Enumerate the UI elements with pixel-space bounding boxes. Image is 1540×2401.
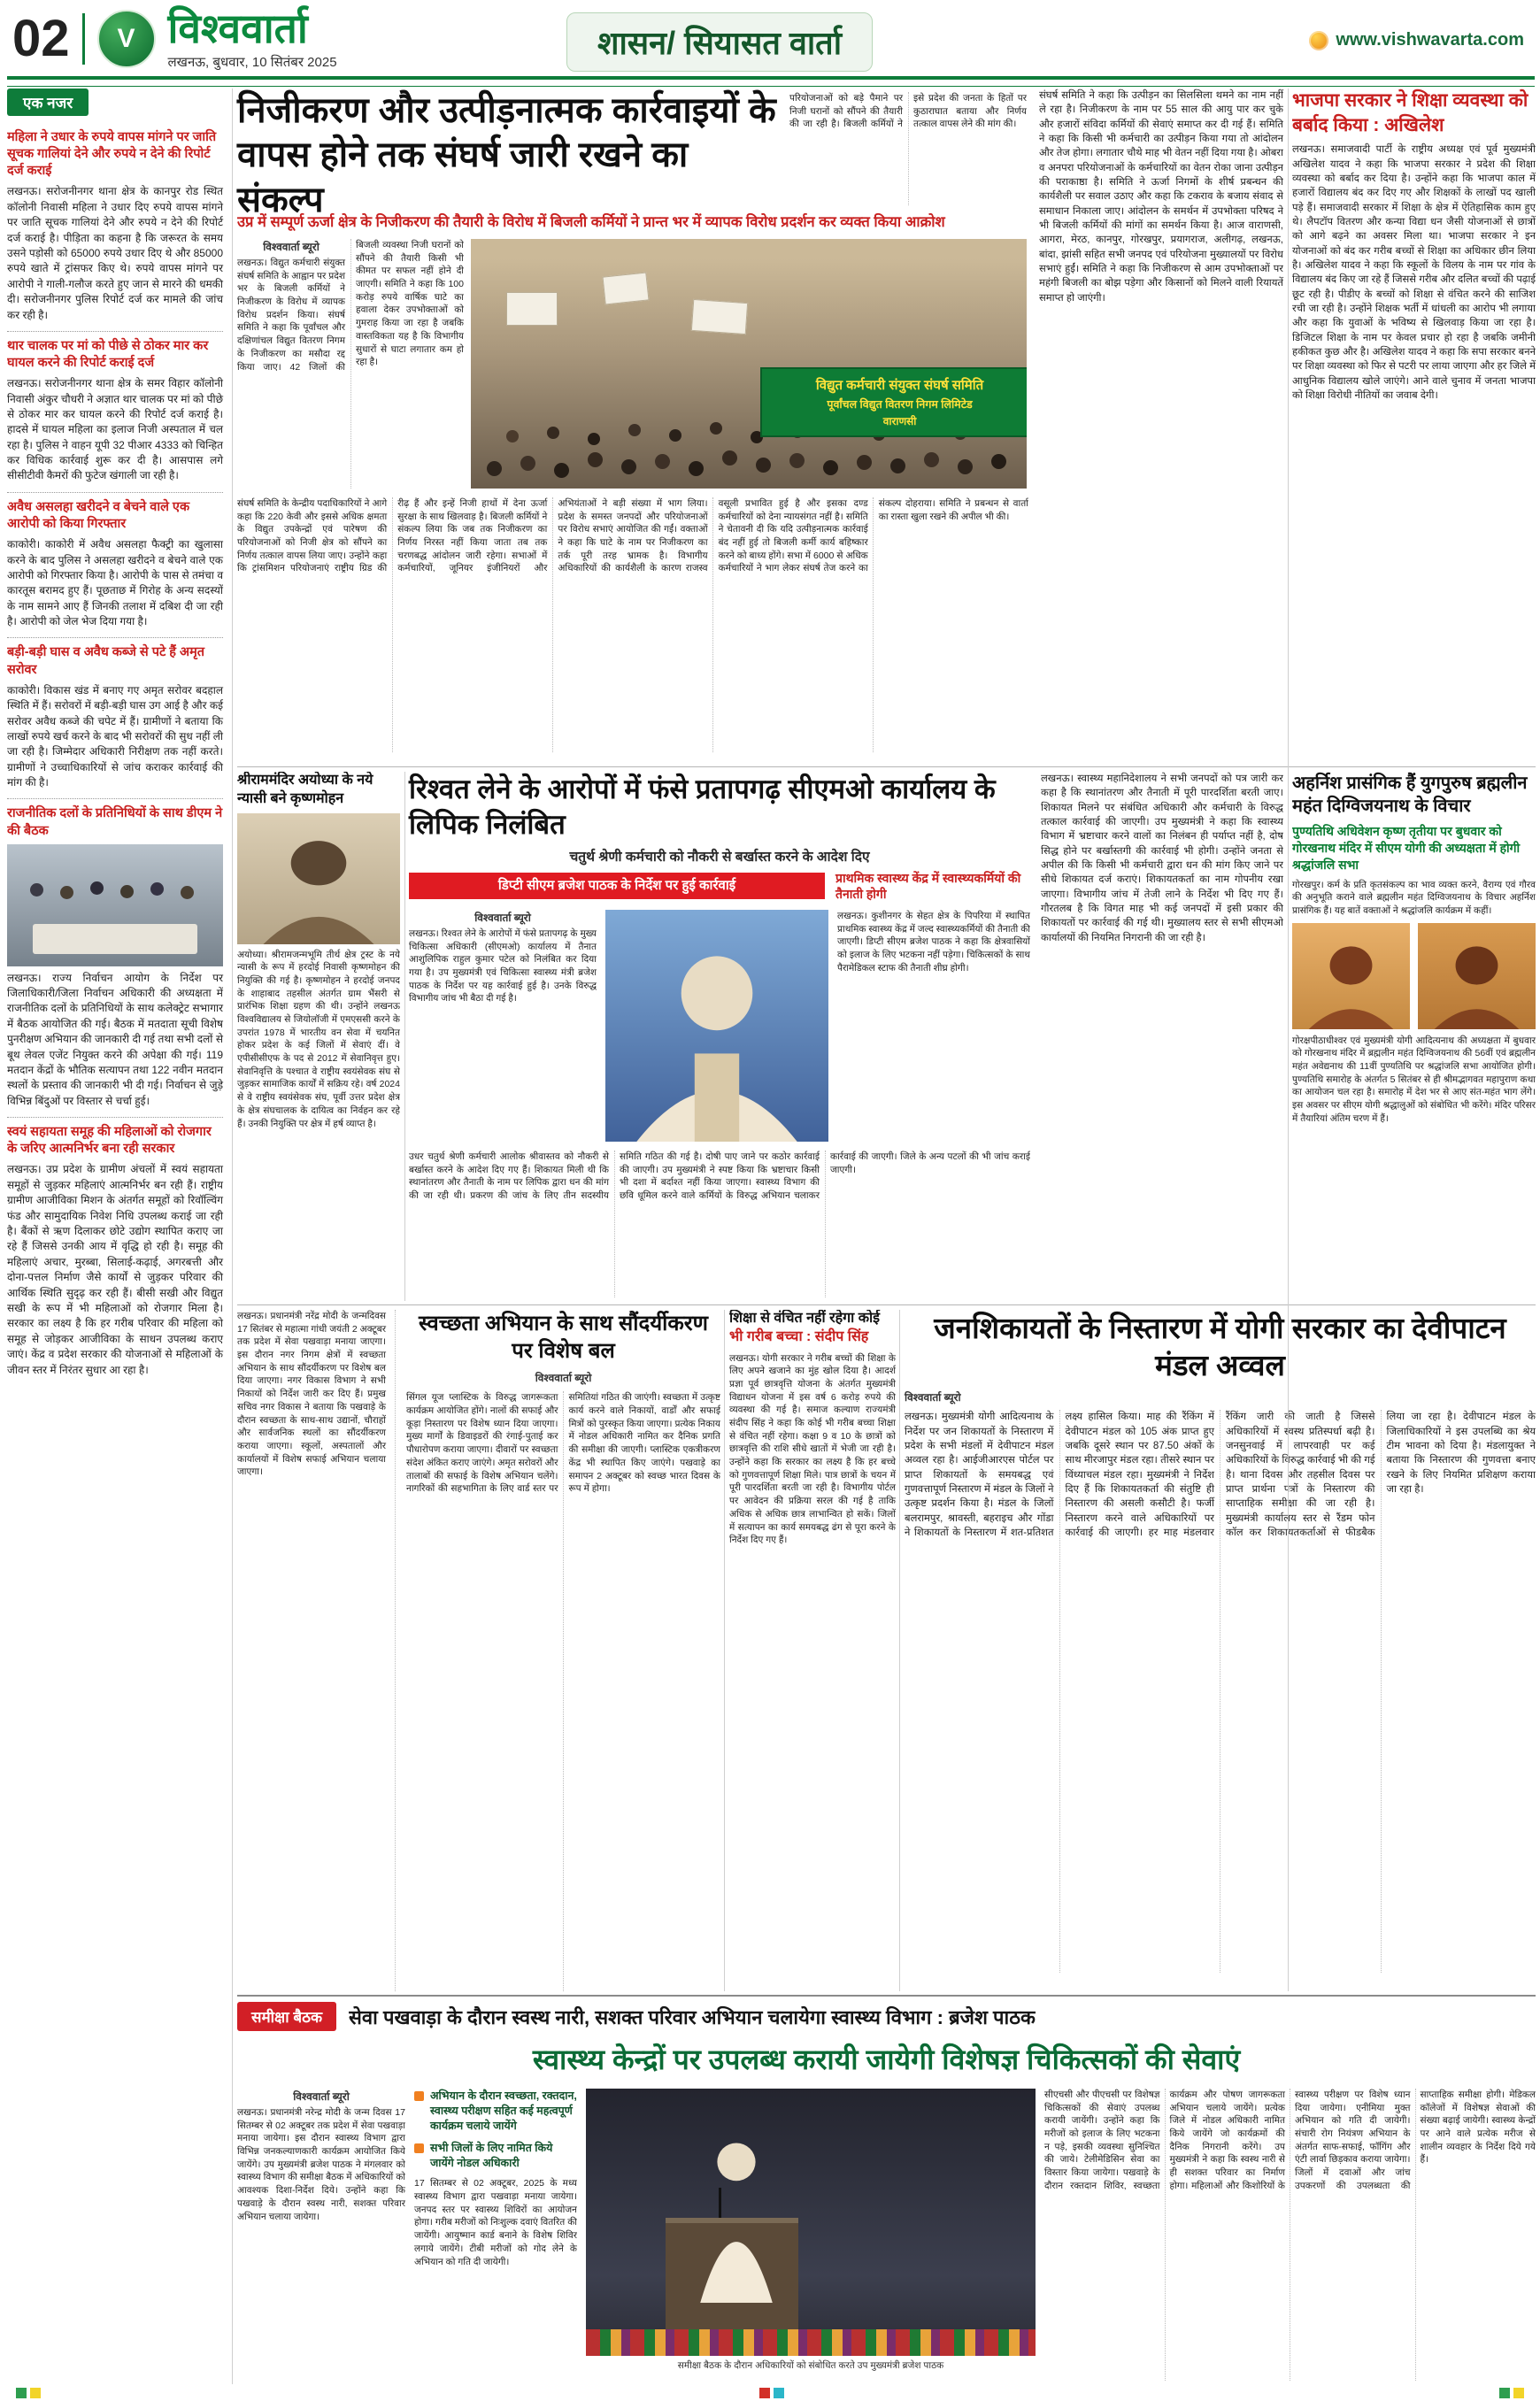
- review-label: समीक्षा बैठक: [237, 2002, 336, 2031]
- bribery-body-left: लखनऊ। रिश्वत लेने के आरोपों में फंसे प्रतापगढ़ के मुख्य चिकित्सा अधिकारी (सीएमओ) कार्यालय में तैनात आशुलिपिक राहुल कुमार पटेल को निलंबित कर दिया गया है। उप मुख्यमंत्री एवं चिकित्सा स्वास्थ्य मंत्री ब्रजेश पाठक के निर्देश पर यह कार्रवाई हुई है। उनके विरुद्ध विभागीय जांच भी बैठा दी गई है।: [409, 928, 597, 1004]
- mahant-story: [1292, 772, 1536, 1301]
- banner-line3: वाराणसी: [882, 415, 917, 427]
- crowd-figures: [506, 430, 519, 442]
- akhilesh-headline: भाजपा सरकार ने शिक्षा व्यवस्था को बर्बाद किया : अखिलेश: [1292, 90, 1528, 135]
- byline: विश्ववार्ता ब्यूरो: [293, 2090, 350, 2103]
- mahant-headline: अहर्निश प्रासंगिक हैं युगपुरुष ब्रह्मलीन महंत दिग्विजयनाथ के विचार: [1292, 773, 1528, 816]
- main-story-opening: परियोजनाओं को बड़े पैमाने पर निजी घरानों को सौंपने की तैयारी की जा रही है। बिजली कर्मियों ने इसे प्रदेश की जनता के हितों पर कुठाराघात बताया और निर्णय तत्काल वापस लेने की मांग की।: [789, 93, 1027, 130]
- news-headline: थार चालक पर मां को पीछे से ठोकर मार कर घायल करने की रिपोर्ट कराई दर्ज: [7, 338, 209, 371]
- bribery-column-a: [409, 910, 597, 1142]
- news-headline: स्वयं सहायता समूह की महिलाओं को रोजगार के जरिए आत्मनिर्भर बना रही सरकार: [7, 1125, 212, 1157]
- list-item: [7, 493, 223, 639]
- bullet-item: [414, 2089, 577, 2134]
- review-meeting-story: [237, 2002, 1536, 2384]
- review-strip: [237, 2002, 1536, 2031]
- review-main-headline: स्वास्थ्य केन्द्रों पर उपलब्ध करायी जायेगी विशेषज्ञ चिकित्सकों की सेवाएं: [532, 2043, 1241, 2075]
- website-url[interactable]: www.vishwavarta.com: [1336, 30, 1524, 50]
- photo-caption: समीक्षा बैठक के दौरान अधिकारियों को संबोधित करते उप मुख्यमंत्री ब्रजेश पाठक: [677, 2360, 944, 2371]
- cleanliness-headline: स्वच्छता अभियान के साथ सौंदर्यीकरण पर विशेष बल: [419, 1312, 708, 1364]
- main-story-left-columns: [237, 239, 464, 489]
- column-rule: [1288, 88, 1289, 1991]
- registration-mark: [16, 2388, 27, 2398]
- main-subheadline: उप्र में सम्पूर्ण ऊर्जा क्षेत्र के निजीकरण की तैयारी के विरोध में बिजली कर्मियों ने प्रान्त भर में व्यापक विरोध प्रदर्शन कर व्यक्त किया आक्रोश: [237, 214, 945, 230]
- union-banner: [760, 367, 1027, 437]
- cleanliness-story: [237, 1310, 720, 1991]
- brajesh-pathak-photo: [605, 910, 828, 1142]
- placard: [506, 292, 558, 326]
- one-look-label: एक नजर: [7, 88, 89, 116]
- mahant-portraits: [1292, 923, 1536, 1029]
- review-body-mid: 17 सितम्बर से 02 अक्टूबर, 2025 के मध्य स्वास्थ्य विभाग द्वारा पखवाड़ा मनाया जायेगा। जनपद स्तर पर स्वास्थ्य शिविरों का आयोजन होगा। गरीब मरीजों को निःशुल्क दवाएं वितरित की जायेंगी। आयुष्मान कार्ड बनाने के विशेष शिविर लगाये जायेंगे। टीबी मरीजों को गोद लेने के अभियान को गति दी जायेगी।: [414, 2178, 577, 2267]
- news-headline: महिला ने उधार के रुपये वापस मांगने पर जाति सूचक गालियां देने और रुपये न देने की रिपोर्ट दर्ज कराई: [7, 130, 217, 179]
- main-story-bottom-columns: संघर्ष समिति के केन्द्रीय पदाधिकारियों ने आगे कहा कि 220 केवी और इससे अधिक क्षमता के विद्युत उपकेन्द्रों एवं पारेषण की परियोजनाओं को निजी क्षेत्र को सौंपने का निर्णय तत्काल वापस लिया जाए। उन्होंने कहा कि ट्रांसमिशन परियोजनाएं राष्ट्रीय ग्रिड की रीढ़ हैं और इन्हें निजी हाथों में देना ऊर्जा सुरक्षा के साथ खिलवाड़ है। बिजली कर्मियों ने संकल्प लिया कि जब तक निजीकरण का निर्णय निरस्त नहीं किया जाता तब तक चरणबद्ध आंदोलन जारी रहेगा। सभाओं में कर्मचारियों, जूनियर इंजीनियरों और अभियंताओं ने बड़ी संख्या में भाग लिया। प्रदेश के समस्त जनपदों और परियोजनाओं पर विरोध सभाएं आयोजित की गईं। वक्ताओं ने कहा कि घाटे के नाम पर निजीकरण का तर्क पूरी तरह भ्रामक है। विभागीय अधिकारियों की कार्यशैली के कारण राजस्व वसूली प्रभावित हुई है और इसका दण्ड कर्मचारियों को देना न्यायसंगत नहीं है। समिति ने चेतावनी दी कि यदि उत्पीड़नात्मक कार्रवाई बंद नहीं हुई तो बिजली कर्मी कार्य बहिष्कार करने को बाध्य होंगे। सभा में 6000 से अधिक कर्मचारियों ने भाग लेकर संघर्ष तेज करने का संकल्प दोहराया। समिति ने प्रबन्धन से वार्ता का रास्ता खुला रखने की अपील भी की।: [237, 498, 1028, 574]
- review-right-columns: सीएचसी और पीएचसी पर विशेषज्ञ चिकित्सकों की सेवाएं उपलब्ध करायी जायेंगी। उन्होंने कहा कि मरीजों को इलाज के लिए भटकना न पड़े, इसकी व्यवस्था सुनिश्चित की जाये। टेलीमेडिसिन सेवा का विस्तार किया जायेगा। पखवाड़े के दौरान रक्तदान शिविर, स्वच्छता कार्यक्रम और पोषण जागरूकता अभियान चलाये जायेंगे। प्रत्येक जिले में नोडल अधिकारी नामित किये जायेंगे जो कार्यक्रमों की दैनिक निगरानी करेंगे। उप मुख्यमंत्री ने कहा कि स्वस्थ नारी से ही सशक्त परिवार का निर्माण होगा। महिलाओं और किशोरियों के स्वास्थ्य परीक्षण पर विशेष ध्यान दिया जायेगा। एनीमिया मुक्त अभियान को गति दी जायेगी। संचारी रोग नियंत्रण अभियान के अंतर्गत साफ-सफाई, फॉगिंग और एंटी लार्वा छिड़काव कराया जायेगा। जिलों में दवाओं और जांच उपकरणों की उपलब्धता की साप्ताहिक समीक्षा होगी। मेडिकल कॉलेजों में विशेषज्ञ सेवाओं की संख्या बढ़ाई जायेगी। स्वास्थ्य केन्द्रों पर आने वाले प्रत्येक मरीज से शालीन व्यवहार के निर्देश दिये गये हैं।: [1044, 2089, 1536, 2191]
- review-strip-headline: सेवा पखवाड़ा के दौरान स्वस्थ नारी, सशक्त परिवार अभियान चलायेगा स्वास्थ्य विभाग : ब्रजेश पाठक: [349, 2005, 1036, 2028]
- review-photo-block: [586, 2089, 1036, 2381]
- trustee-body: अयोध्या। श्रीरामजन्मभूमि तीर्थ क्षेत्र ट्रस्ट के नये न्यासी के रूप में हरदोई निवासी कृष्णमोहन की नियुक्ति की गई है। कृष्णमोहन ने हरदोई जनपद के शाहाबाद तहसील अंतर्गत ग्राम भैंसरी से प्रारंभिक शिक्षा ग्रहण की थी। उन्होंने लखनऊ विश्वविद्यालय से जियोलॉजी में एमएससी करने के उपरांत 1978 में भारतीय वन सेवा में चयनित होकर प्रदेश के कई जिलों में सेवाएं दीं। वे एपीसीसीएफ के पद से 2012 में सेवानिवृत्त हुए। सेवानिवृत्ति के पश्चात वे राष्ट्रीय स्वयंसेवक संघ से जुड़कर सामाजिक कार्यों में सक्रिय रहे। वर्ष 2024 से वे राष्ट्रीय स्वयंसेवक संघ, पूर्वी उत्तर प्रदेश क्षेत्र के क्षेत्र संघचालक के दायित्व का निर्वहन कर रहे हैं। उनकी नियुक्ति पर क्षेत्र में हर्ष व्याप्त है।: [237, 949, 400, 1129]
- list-item: [7, 799, 223, 1118]
- header-divider: [82, 13, 85, 65]
- masthead-dateline: लखनऊ, बुधवार, 10 सितंबर 2025: [167, 55, 337, 71]
- header-rule: [7, 76, 1535, 87]
- review-column-a: [237, 2089, 405, 2381]
- masthead-title: विश्ववार्ता: [167, 4, 308, 51]
- main-story: [237, 88, 1283, 763]
- section-title: शासन/ सियासत वार्ता: [566, 12, 873, 72]
- bullet-square-icon: [414, 2143, 424, 2153]
- review-column-b: [414, 2089, 577, 2381]
- banner-line1: विद्युत कर्मचारी संयुक्त संघर्ष समिति: [815, 378, 984, 393]
- speaker-silhouette: [683, 2135, 789, 2303]
- news-body: काकोरी। विकास खंड में बनाए गए अमृत सरोवर बदहाल स्थिति में हैं। सरोवरों में बड़ी-बड़ी घास उग आई है और कई सरोवर अवैध कब्जे की चपेट में हैं। ग्रामीणों ने बताया कि लाखों रुपये खर्च करने के बाद भी सरोवरों की सुध नहीं ली जा रही है। जिम्मेदार अधिकारी निरीक्षण तक नहीं करते। ग्रामीणों ने उच्चाधिकारियों से जांच कराकर कार्रवाई की मांग की है।: [7, 683, 223, 789]
- bribery-subheadline: चतुर्थ श्रेणी कर्मचारी को नौकरी से बर्खास्त करने के आदेश दिए: [569, 850, 870, 865]
- devipatan-headline: जनशिकायतों के निस्तारण में योगी सरकार का देवीपाटन मंडल अव्वल: [934, 1312, 1506, 1382]
- krishnamohan-portrait: [237, 813, 400, 944]
- byline: विश्ववार्ता ब्यूरो: [474, 912, 531, 924]
- logo-v-icon: V: [97, 10, 156, 68]
- column-rule: [724, 1310, 725, 1991]
- bullet-text: सभी जिलों के लिए नामित किये जायेंगे नोडल अधिकारी: [430, 2141, 553, 2169]
- list-item: [7, 1118, 223, 1386]
- bullet-square-icon: [414, 2091, 424, 2101]
- main-story-right-column: संघर्ष समिति ने कहा कि उत्पीड़न का सिलसिला थमने का नाम नहीं ले रहा है। निजीकरण के नाम पर 55 साल की आयु पार कर चुके और हजारों संविदा कर्मियों की सेवाएं समाप्त कर दी गई हैं। समिति ने कहा कि किसी भी कर्मचारी का उत्पीड़न किया गया तो आंदोलन और तेज होगा। लगातार चौथे माह भी वेतन नहीं दिया गया है। ओबरा व अनपरा परियोजनाओं के कर्मचारियों का वेतन रोका जाना उत्पीड़न की पराकाष्ठा है। समिति ने ऊर्जा निगमों के शीर्ष प्रबन्धन की कार्यशैली पर सवाल उठाए और कहा कि टकराव के बजाय संवाद से समाधान निकाला जाए। आंदोलन के समर्थन में उपभोक्ता परिषद ने भी बिजली कर्मियों की मांगों का समर्थन किया है। आज वाराणसी, आगरा, मेरठ, कानपुर, गोरखपुर, प्रयागराज, अलीगढ़, लखनऊ, बांदा, झांसी सहित सभी जनपद एवं परियोजना मुख्यालयों पर विरोध सभाएं हुईं। समिति ने कहा कि निजीकरण से आम उपभोक्ताओं पर महंगी बिजली का बोझ पड़ेगा और किसानों को मिलने वाली रियायतें समाप्त हो जाएंगी।: [1039, 90, 1283, 304]
- dm-meeting-photo: [7, 844, 223, 966]
- news-headline: राजनीतिक दलों के प्रतिनिधियों के साथ डीएम ने की बैठक: [7, 806, 223, 838]
- trustee-headline: श्रीराममंदिर अयोध्या के नये न्यासी बने कृष्णमोहन: [237, 773, 373, 806]
- news-body: लखनऊ। उप्र प्रदेश के ग्रामीण अंचलों में स्वयं सहायता समूहों से जुड़कर महिलाएं आत्मनिर्भर बन रही हैं। राष्ट्रीय ग्रामीण आजीविका मिशन के अंतर्गत समूहों को रिवॉल्विंग फंड और सामुदायिक निवेश निधि उपलब्ध कराई जा रही है। बैंकों से ऋण दिलाकर छोटे उद्योग स्थापित कराए जा रहे हैं जिससे उनकी आय में वृद्धि हो रही है। समूह की महिलाएं अचार, मुरब्बा, सिलाई-कढ़ाई, अगरबत्ती और दोना-पत्तल निर्माण जैसे कार्यों से जुड़कर परिवार की आर्थिक स्थिति सुदृढ़ कर रही हैं। बीसी सखी और विद्युत सखी के रूप में भी महिलाओं को रोजगार मिला है। सरकार का लक्ष्य है कि हर गरीब परिवार की महिला को समूह से जोड़कर आजीविका के साधन उपलब्ध कराए जाएं। केंद्र व प्रदेश सरकार की योजनाओं से महिलाओं के जीवन स्तर में निरंतर सुधार आ रहा है।: [7, 1163, 223, 1376]
- trustee-story: [237, 772, 400, 1301]
- registration-mark: [1513, 2388, 1524, 2398]
- akhilesh-body: लखनऊ। समाजवादी पार्टी के राष्ट्रीय अध्यक्ष एवं पूर्व मुख्यमंत्री अखिलेश यादव ने कहा कि भाजपा सरकार ने प्रदेश की शिक्षा व्यवस्था को बर्बाद कर दिया है। उन्होंने कहा कि भाजपा काल में हजारों विद्यालय बंद कर दिए गए और शिक्षकों के लाखों पद खाली पड़े हैं। समाजवादी सरकार में शिक्षा के क्षेत्र में ऐतिहासिक काम हुए थे। लैपटॉप वितरण और कन्या विद्या धन जैसी योजनाओं से छात्रों को आगे बढ़ने का अवसर मिला था। भाजपा सरकार ने इन योजनाओं को बंद कर गरीब बच्चों से शिक्षा का अधिकार छीन लिया है। अखिलेश यादव ने कहा कि स्कूलों के विलय के नाम पर गांव के विद्यालय बंद किए जा रहे हैं जिससे गरीब और दलित बच्चों की पढ़ाई छूट रही है। पीडीए के बच्चों को शिक्षा से वंचित करने की साजिश रची जा रही है। उन्होंने शिक्षक भर्ती में धांधली का आरोप भी लगाया और कहा कि युवाओं के भविष्य से खिलवाड़ किया जा रहा है। डिजिटल शिक्षा के नाम पर केवल प्रचार हो रहा है जबकि जमीनी हकीकत कुछ और है। अखिलेश यादव ने कहा कि सपा सरकार बनने पर शिक्षा व्यवस्था को फिर से पटरी पर लाया जाएगा और हर जिले में आधुनिक विद्यालय खोले जाएंगे। आने वाले चुनाव में जनता भाजपा को शिक्षा विरोधी नीतियों का जवाब देगी।: [1292, 144, 1536, 402]
- row-divider: [237, 1304, 1536, 1305]
- list-item: [7, 332, 223, 493]
- placard: [602, 272, 649, 304]
- news-body: लखनऊ। राज्य निर्वाचन आयोग के निर्देश पर जिलाधिकारी/जिला निर्वाचन अधिकारी की अध्यक्षता में राजनीतिक दलों के प्रतिनिधियों के साथ कलेक्ट्रेट सभागार में बैठक आयोजित की गई। बैठक में मतदाता सूची विशेष पुनरीक्षण अभियान की जानकारी दी गई तथा सभी दलों से बूथ लेवल एजेंट नियुक्त करने की अपेक्षा की गई। 119 मतदान केंद्रों के भौतिक सत्यापन तथा 122 नवीन मतदान स्थलों के प्रस्ताव की जानकारी भी दी गई। निर्वाचन से जुड़े विभिन्न बिंदुओं पर विस्तार से चर्चा हुई।: [7, 971, 223, 1107]
- news-headline: अवैध असलहा खरीदने व बेचने वाले एक आरोपी को किया गिरफ्तार: [7, 499, 190, 531]
- news-body: काकोरी। काकोरी में अवैध असलहा फैक्ट्री का खुलासा करने के बाद पुलिस ने असलहा खरीदने व बेचने वाले एक आरोपी को गिरफ्तार किया है। आरोपी के पास से तमंचा व कारतूस बरामद हुए हैं। पूछताछ में गिरोह के अन्य सदस्यों के नाम सामने आए हैं जिनकी तलाश में दबिश दी जा रही है। आरोपी को जेल भेज दिया गया है।: [7, 538, 223, 628]
- masthead-bar: [12, 4, 337, 71]
- cleanliness-body-rest: सिंगल यूज प्लास्टिक के विरुद्ध जागरूकता कार्यक्रम आयोजित होंगे। नालों की सफाई और कूड़ा निस्तारण पर विशेष ध्यान दिया जाएगा। मुख्य मार्गों के डिवाइडरों की रंगाई-पुताई कर पौधारोपण कराया जाएगा। दीवारों पर स्वच्छता संदेश अंकित कराए जाएंगे। अमृत सरोवरों और तालाबों की सफाई के विशेष अभियान चलेंगे। नागरिकों की सहभागिता के लिए वार्ड स्तर पर समितियां गठित की जाएंगी। स्वच्छता में उत्कृष्ट कार्य करने वाले निकायों, वार्डों और सफाई मित्रों को पुरस्कृत किया जाएगा। प्रत्येक निकाय में नोडल अधिकारी नामित कर दैनिक प्रगति की समीक्षा की जाएगी। प्लास्टिक एकत्रीकरण केंद्र भी स्थापित किए जाएंगे। पखवाड़े का समापन 2 अक्टूबर को स्वच्छ भारत दिवस के रूप में होगा।: [406, 1392, 720, 1495]
- byline: विश्ववार्ता ब्यूरो: [535, 1372, 592, 1385]
- column-rule: [899, 1310, 900, 1991]
- placard: [691, 299, 748, 335]
- masthead-block: [167, 4, 337, 71]
- mahant-body-top: गोरखपुर। कर्म के प्रति कृतसंकल्प का भाव व्यक्त करने, वैराग्य एवं गौरव की अनुभूति कराने वाले ब्रह्मलीन महंत दिग्विजयनाथ के विचार अहर्निश प्रासंगिक हैं। यह बातें वक्ताओं ने श्रद्धांजलि कार्यक्रम में कहीं।: [1292, 879, 1536, 917]
- photo-table: [33, 924, 196, 954]
- mahant-body-bottom: गोरक्षपीठाधीश्वर एवं मुख्यमंत्री योगी आदित्यनाथ की अध्यक्षता में बुधवार को गोरखनाथ मंदिर में ब्रह्मलीन महंत दिग्विजयनाथ की 56वीं एवं ब्रह्मलीन महंत अवेद्यनाथ की 11वीं पुण्यतिथि पर श्रद्धांजलि सभा आयोजित होगी। पुण्यतिथि समारोह के अंतर्गत 5 सितंबर से ही श्रीमद्भागवत महापुराण कथा का आयोजन चल रहा है। समारोह में देश भर से आए संत-महंत भाग लेंगे। इस अवसर पर सीएम योगी श्रद्धालुओं को संबोधित भी करेंगे। मंदिर परिसर में तैयारियां अंतिम चरण में हैं।: [1292, 1035, 1536, 1124]
- education-headline-line1: शिक्षा से वंचित नहीं रहेगा कोई: [729, 1311, 881, 1326]
- registration-mark: [30, 2388, 41, 2398]
- byline: विश्ववार्ता ब्यूरो: [905, 1391, 961, 1404]
- akhilesh-story: [1292, 88, 1536, 763]
- page-number: 02: [12, 10, 70, 67]
- phc-subheadline: प्राथमिक स्वास्थ्य केंद्र में स्वास्थ्यकर्मियों की तैनाती होगी: [835, 871, 1021, 901]
- main-story-body-left: लखनऊ। विद्युत कर्मचारी संयुक्त संघर्ष समिति के आह्वान पर प्रदेश भर के बिजली कर्मियों ने निजीकरण के विरोध में व्यापक विरोध प्रदर्शन किया। संघर्ष समिति ने कहा कि पूर्वांचल और दक्षिणांचल विद्युत वितरण निगम के निजीकरण का मसौदा रद्द किया जाए। 42 जिलों की बिजली व्यवस्था निजी घरानों को सौंपने की तैयारी किसी भी कीमत पर सफल नहीं होने दी जाएगी। समिति ने कहा कि 100 करोड़ रुपये वार्षिक घाटे का हवाला देकर उपभोक्ताओं को गुमराह किया जा रहा है जबकि वास्तविकता यह है कि विभागीय सुधारों से घाटा लगातार कम हो रहा है।: [237, 240, 464, 373]
- education-headline-line2: भी गरीब बच्चा : संदीप सिंह: [729, 1328, 869, 1344]
- news-body: लखनऊ। सरोजनीनगर थाना क्षेत्र के कानपुर रोड स्थित कॉलोनी निवासी महिला ने उधार दिए रुपये वापस मांगने पर जाति सूचक गालियां देने और रुपये न देने की रिपोर्ट दर्ज कराई है। पीड़िता का कहना है कि जरूरत के समय उसने पड़ोसी को 65000 रुपये उधार दिए थे और 85000 रुपये खाते में ट्रांसफर किए थे। रुपये वापस मांगने पर आरोपी ने गाली-गलौज करते हुए जान से मारने की धमकी दी। सरोजनीनगर पुलिस रिपोर्ट दर्ज कर मामले की जांच कर रही है।: [7, 185, 223, 321]
- section-title-box: [566, 12, 873, 72]
- bribery-headline: रिश्वत लेने के आरोपों में फंसे प्रतापगढ़ सीएमओ कार्यालय के लिपिक निलंबित: [409, 773, 996, 840]
- brajesh-pathak-podium-photo: [586, 2089, 1036, 2356]
- mahant-subheadline: पुण्यतिथि अधिवेशन कृष्ण तृतीया पर बुधवार को गोरखनाथ मंदिर में सीएम योगी की अध्यक्षता में होगी श्रद्धांजलि सभा: [1292, 824, 1521, 872]
- row-divider: [237, 766, 1536, 767]
- bribery-story: [409, 772, 1283, 1301]
- byline: विश्ववार्ता ब्यूरो: [263, 241, 320, 253]
- deputy-cm-action-bar: डिप्टी सीएम ब्रजेश पाठक के निर्देश पर हुई कार्रवाई: [409, 873, 825, 899]
- one-look-column: [7, 88, 230, 2382]
- website-link[interactable]: [1309, 30, 1524, 50]
- globe-icon: [1309, 31, 1328, 50]
- devipatan-body-columns: लखनऊ। मुख्यमंत्री योगी आदित्यनाथ के निर्देश पर जन शिकायतों के निस्तारण में प्रदेश के सभी मंडलों में देवीपाटन मंडल अव्वल रहा है। आईजीआरएस पोर्टल पर प्राप्त शिकायतों के समयबद्ध एवं गुणवत्तापूर्ण निस्तारण में मंडल के जिलों ने उत्कृष्ट प्रदर्शन किया है। मंडल के जिलों बलरामपुर, श्रावस्ती, बहराइच और गोंडा ने शिकायतों के निस्तारण में शत-प्रतिशत लक्ष्य हासिल किया। माह की रैंकिंग में देवीपाटन मंडल को 105 अंक प्राप्त हुए जबकि दूसरे स्थान पर 87.50 अंकों के साथ मीरजापुर मंडल रहा। तीसरे स्थान पर विंध्याचल मंडल रहा। मुख्यमंत्री ने निर्देश दिए हैं कि शिकायतकर्ता की संतुष्टि ही निस्तारण की असली कसौटी है। फर्जी निस्तारण करने वाले अधिकारियों पर कार्रवाई की जाएगी। हर माह मंडलवार रैंकिंग जारी की जाती है जिससे अधिकारियों में स्वस्थ प्रतिस्पर्धा बढ़ी है। जनसुनवाई में लापरवाही पर कई अधिकारियों के विरुद्ध कार्रवाई भी की गई है। थाना दिवस और तहसील दिवस पर प्राप्त प्रार्थना पत्रों के निस्तारण की साप्ताहिक समीक्षा की जा रही है। मुख्यमंत्री कार्यालय स्तर से रैंडम फोन कॉल कर शिकायतकर्ताओं से फीडबैक लिया जा रहा है। देवीपाटन मंडल के जिलाधिकारियों ने इस उपलब्धि का श्रेय टीम भावना को दिया है। मंडलायुक्त ने बताया कि निस्तारण की गुणवत्ता बनाए रखने के लिए नियमित प्रशिक्षण कराया जा रहा है।: [905, 1412, 1536, 1539]
- registration-mark: [759, 2388, 770, 2398]
- cleanliness-right: [406, 1310, 720, 1991]
- banner-line2: पूर्वांचल विद्युत वितरण निगम लिमिटेड: [827, 398, 973, 411]
- review-content-row: [237, 2089, 1536, 2381]
- education-body: लखनऊ। योगी सरकार ने गरीब बच्चों की शिक्षा के लिए अपने खजाने का मुंह खोल दिया है। आदर्श प्रज्ञा पूर्व छात्रवृत्ति योजना के अंतर्गत मुख्यमंत्री विद्याधन योजना में इस वर्ष 6 करोड़ रुपये की व्यवस्था की गई है। समाज कल्याण राज्यमंत्री संदीप सिंह ने कहा कि कोई भी गरीब बच्चा शिक्षा से वंचित नहीं रहेगा। कक्षा 9 व 10 के छात्रों को छात्रवृत्ति की राशि सीधे खातों में भेजी जा रही है। उन्होंने कहा कि सरकार का लक्ष्य है कि हर बच्चे को गुणवत्तापूर्ण शिक्षा मिले। पात्र छात्रों के चयन में पूरी पारदर्शिता बरती जा रही है। विभागीय पोर्टल पर आवेदन की प्रक्रिया सरल की गई है ताकि अधिक से अधिक छात्र लाभान्वित हो सकें। जिलों में सत्यापन का कार्य समयबद्ध ढंग से पूरा करने के निर्देश दिए गए हैं।: [729, 1352, 896, 1546]
- devipatan-story: [905, 1310, 1536, 1991]
- bribery-bottom-columns: उधर चतुर्थ श्रेणी कर्मचारी आलोक श्रीवास्तव को नौकरी से बर्खास्त करने के आदेश दिए गए हैं। शिकायत मिली थी कि स्थानांतरण और तैनाती के नाम पर लिपिक द्वारा धन की मांग की जा रही थी। प्रकरण की जांच के लिए तीन सदस्यीय समिति गठित की गई है। दोषी पाए जाने पर कठोर कार्रवाई की जाएगी। उप मुख्यमंत्री ने स्पष्ट किया कि भ्रष्टाचार किसी भी दशा में बर्दाश्त नहीं किया जाएगा। स्वास्थ्य विभाग की छवि धूमिल करने वाले कर्मियों के विरुद्ध अभियान चलाकर कार्रवाई की जाएगी। जिले के अन्य पटलों की भी जांच कराई जाएगी।: [409, 1151, 1030, 1202]
- cleanliness-body-col1: लखनऊ। प्रधानमंत्री नरेंद्र मोदी के जन्मदिवस 17 सितंबर से महात्मा गांधी जयंती 2 अक्टूबर तक प्रदेश में सेवा पखवाड़ा मनाया जाएगा। इस दौरान नगर निगम क्षेत्रों में स्वच्छता अभियान के साथ सौंदर्यीकरण पर विशेष बल दिया जाएगा। नगर विकास विभाग ने सभी निकायों को निर्देश जारी कर दिए हैं। प्रमुख सचिव नगर विकास ने बताया कि पखवाड़े के दौरान स्वच्छता के साथ-साथ उद्यानों, चौराहों और सार्वजनिक स्थलों का सौंदर्यीकरण कराया जाएगा। स्कूलों, अस्पतालों और कार्यालयों में विशेष सफाई अभियान चलाया जाएगा।: [237, 1310, 396, 1991]
- main-headline: निजीकरण और उत्पीड़नात्मक कार्रवाइयों के वापस होने तक संघर्ष जारी रखने का संकल्प: [237, 91, 776, 219]
- news-body: लखनऊ। सरोजनीनगर थाना क्षेत्र के समर विहार कॉलोनी निवासी अंकुर चौधरी ने अज्ञात थार चालक पर मां को पीछे से ठोकर मार कर घायल करने की रिपोर्ट दर्ज कराई है। हादसे में घायल महिला का इलाज निजी अस्पताल में चल रहा है। पुलिस ने वाहन यूपी 32 पीआर 4333 को चिन्हित कर विधिक कार्रवाई शुरू कर दी है। आसपास लगे सीसीटीवी कैमरों की फुटेज खंगाली जा रही है।: [7, 377, 223, 482]
- photo-figures: [30, 883, 43, 897]
- crowd-figures: [487, 461, 502, 476]
- news-headline: बड़ी-बड़ी घास व अवैध कब्जे से पटे हैं अमृत सरोवर: [7, 645, 205, 677]
- column-rule: [404, 772, 405, 1301]
- bullet-text: अभियान के दौरान स्वच्छता, रक्तदान, स्वास्थ्य परीक्षण सहित कई महत्वपूर्ण कार्यक्रम चलाये जायेंगे: [430, 2089, 577, 2132]
- protest-photo: [471, 239, 1027, 489]
- bullet-item: [414, 2141, 577, 2171]
- row-divider: [237, 1995, 1536, 1997]
- bribery-phc-body: लखनऊ। कुशीनगर के सेहत क्षेत्र के पिपरिया में स्थापित प्राथमिक स्वास्थ्य केंद्र में जल्द स्वास्थ्यकर्मियों की तैनाती की जाएगी। डिप्टी सीएम ब्रजेश पाठक ने कहा कि क्षेत्रवासियों को इलाज के लिए भटकना नहीं पड़ेगा। चिकित्सकों के साथ पैरामेडिकल स्टाफ की तैनाती शीघ्र होगी।: [837, 911, 1030, 973]
- list-item: [7, 638, 223, 799]
- education-story: [729, 1310, 896, 1991]
- list-item: [7, 123, 223, 332]
- flower-garland: [586, 2329, 1036, 2356]
- bribery-right-column: लखनऊ। स्वास्थ्य महानिदेशालय ने सभी जनपदों को पत्र जारी कर कहा है कि स्थानांतरण और तैनाती में पूरी पारदर्शिता बरती जाए। शिकायत मिलने पर संबंधित अधिकारी और कर्मचारी के विरुद्ध तत्काल कार्रवाई की जाएगी। उप मुख्यमंत्री ने कहा कि स्वास्थ्य विभाग में भ्रष्टाचार करने वालों का निलंबन ही पर्याप्त नहीं है, दोष सिद्ध होने पर बर्खास्तगी की कार्रवाई भी होगी। उन्होंने जनता से अपील की कि किसी भी कर्मचारी द्वारा धन की मांग किए जाने पर सीधे शिकायत दर्ज कराएं। शिकायतकर्ता का नाम गोपनीय रखा जाएगा। विभागीय जांच में तेजी लाने के निर्देश भी दिए गए हैं। गौरतलब है कि विगत माह भी कई जनपदों में इसी प्रकार की शिकायतों पर कार्रवाई की गई थी। मुख्यालय स्तर से सभी सीएमओ कार्यालयों की नियमित निगरानी की जा रही है।: [1041, 773, 1283, 943]
- registration-mark: [1499, 2388, 1510, 2398]
- column-rule: [232, 88, 233, 2384]
- registration-mark: [774, 2388, 784, 2398]
- mahant-portrait-1: [1292, 923, 1410, 1029]
- mahant-portrait-2: [1418, 923, 1536, 1029]
- review-body-left: लखनऊ। प्रधानमंत्री नरेन्द्र मोदी के जन्म दिवस 17 सितम्बर से 02 अक्टूबर तक प्रदेश में सेवा पखवाड़ा मनाया जायेगा। इस दौरान स्वास्थ्य विभाग द्वारा विभिन्न जनकल्याणकारी कार्यक्रम आयोजित किये जायेंगे। उप मुख्यमंत्री ब्रजेश पाठक ने मंगलवार को स्वास्थ्य विभाग की समीक्षा बैठक में अधिकारियों को आवश्यक दिशा-नि‍र्देश दिये। उन्होंने कहा कि पखवाड़े के दौरान स्वस्थ नारी, सशक्त परिवार अभियान चलाया जायेगा।: [237, 2107, 405, 2222]
